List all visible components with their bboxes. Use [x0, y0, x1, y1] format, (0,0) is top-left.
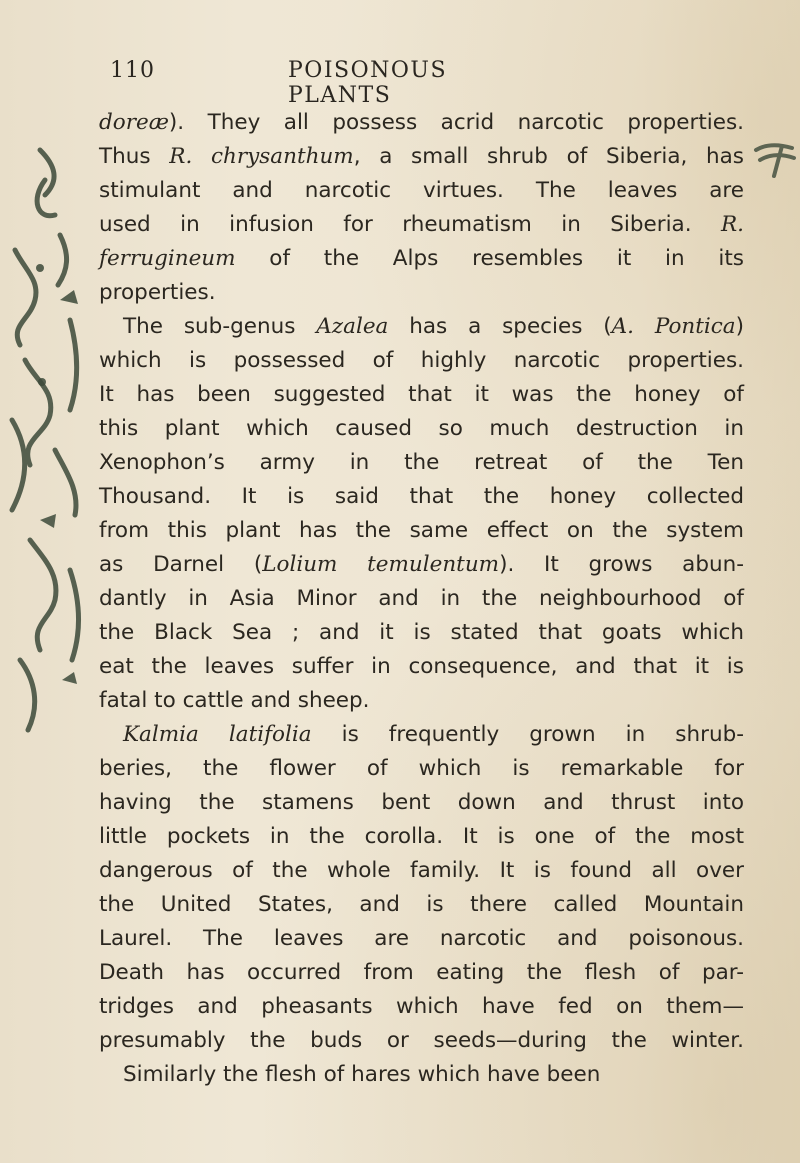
text-line: this plant which caused so much destruction in: [99, 416, 744, 441]
text-line: Laurel. The leaves are narcotic and poisonous.: [99, 926, 744, 951]
handwritten-margin-note-icon: [0, 120, 100, 760]
text-line: Xenophon’s army in the retreat of the Ten: [99, 450, 744, 475]
text-line: as Darnel (Lolium temulentum). It grows abun-: [99, 552, 744, 577]
text-line: properties.: [99, 280, 216, 305]
text-line: little pockets in the corolla. It is one of the most: [99, 824, 744, 849]
text-line: Thus R. chrysanthum, a small shrub of Siberia, has: [99, 144, 744, 169]
text-line: Death has occurred from eating the flesh of par-: [99, 960, 744, 985]
text-line: stimulant and narcotic virtues. The leaves are: [99, 178, 744, 203]
text-line: which is possessed of highly narcotic properties.: [99, 348, 744, 373]
text-line: fatal to cattle and sheep.: [99, 688, 370, 713]
corner-mark-icon: [752, 140, 798, 180]
text-line: ferrugineum of the Alps resembles it in its: [99, 246, 744, 271]
text-line: The sub-genus Azalea has a species (A. Pontica): [123, 314, 745, 339]
text-line: Kalmia latifolia is frequently grown in shrub-: [123, 722, 744, 747]
text-line: from this plant has the same effect on the system: [99, 518, 744, 543]
text-line: dangerous of the whole family. It is found all over: [99, 858, 744, 883]
text-line: doreæ). They all possess acrid narcotic properties.: [99, 110, 744, 135]
text-line: Thousand. It is said that the honey collected: [99, 484, 744, 509]
page-header: [110, 58, 540, 108]
body-text: [99, 106, 744, 1092]
text-line: having the stamens bent down and thrust into: [99, 790, 744, 815]
text-line: presumably the buds or seeds—during the winter.: [99, 1028, 744, 1053]
text-line: dantly in Asia Minor and in the neighbourhood of: [99, 586, 744, 611]
text-line: Similarly the flesh of hares which have been: [123, 1062, 601, 1087]
running-head: POISONOUS PLANTS: [288, 58, 448, 108]
text-line: beries, the flower of which is remarkable for: [99, 756, 744, 781]
text-line: used in infusion for rheumatism in Siberia. R.: [99, 212, 744, 237]
text-line: the United States, and is there called Mountain: [99, 892, 744, 917]
text-line: It has been suggested that it was the honey of: [99, 382, 744, 407]
text-line: the Black Sea ; and it is stated that goats which: [99, 620, 744, 645]
page-number: 110: [110, 58, 155, 83]
text-line: tridges and pheasants which have fed on them—: [99, 994, 744, 1019]
text-line: eat the leaves suffer in consequence, and that it is: [99, 654, 744, 679]
